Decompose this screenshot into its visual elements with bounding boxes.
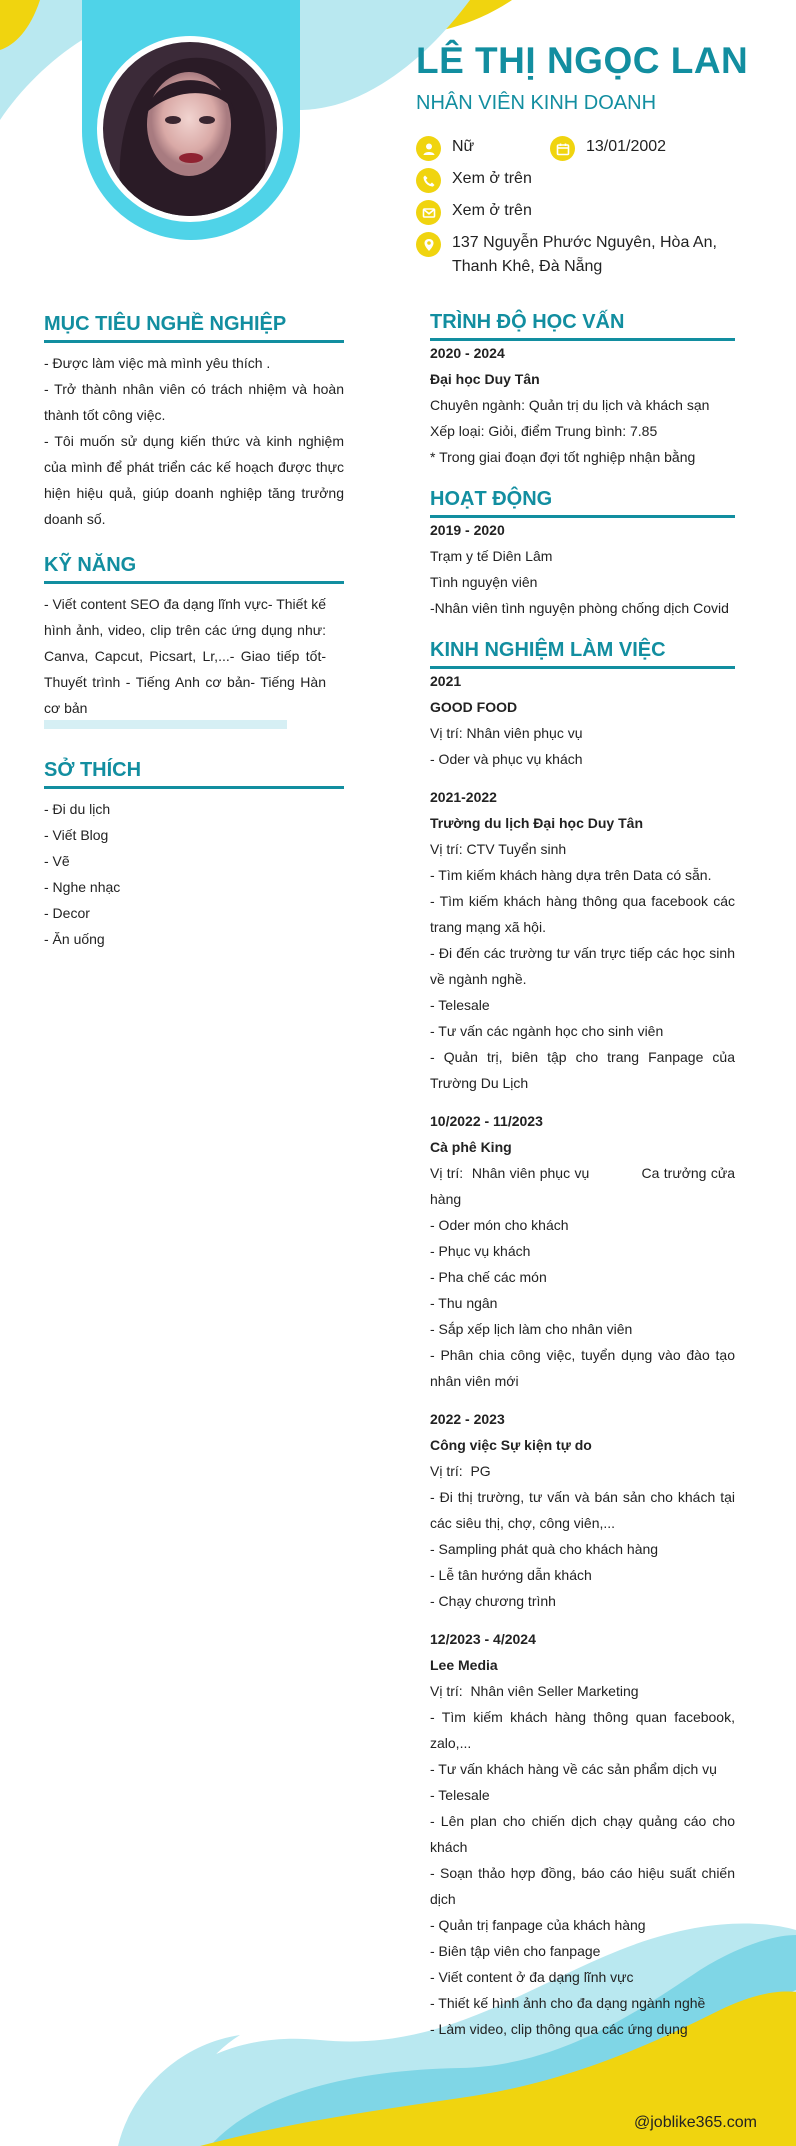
job-line: - Viết content ở đa dạng lĩnh vực [430,1969,634,1985]
job-line: - Lên plan cho chiến dịch chạy quảng cáo cho khách [430,1813,735,1855]
education-period: 2020 - 2024 [430,345,505,361]
job-line: - Oder và phục vụ khách [430,751,583,767]
job-company: Công việc Sự kiện tự do [430,1437,592,1453]
education-school: Đại học Duy Tân [430,371,540,387]
experience-heading: KINH NGHIỆM LÀM VIỆC [430,639,666,661]
mail-icon [416,200,441,225]
job-line: - Biên tập viên cho fanpage [430,1943,601,1959]
objective-line: - Trở thành nhân viên có trách nhiệm và hoàn thành tốt công việc. [44,381,344,423]
address-value: 137 Nguyễn Phước Nguyên, Hòa An, Thanh Khê, Đà Nẵng [452,234,717,275]
activities-line: Trạm y tế Diên Lâm [430,548,553,564]
job-title: NHÂN VIÊN KINH DOANH [416,92,657,114]
job-line: Vị trí: PG [430,1463,491,1479]
hobbies-heading: SỞ THÍCH [44,759,142,781]
job-line: - Lễ tân hướng dẫn khách [430,1567,592,1583]
job-line: - Telesale [430,1787,490,1803]
objective-rule [44,340,344,343]
job-period: 12/2023 - 4/2024 [430,1631,536,1647]
gender-value: Nữ [452,138,475,155]
skills-text [44,591,326,721]
birthdate-row [550,138,666,161]
job-line: - Quản trị, biên tập cho trang Fanpage của Trường Du Lịch [430,1049,735,1091]
job-line: - Phục vụ khách [430,1243,531,1259]
hobby-item: - Ăn uống [44,931,105,947]
job-line: - Soạn thảo hợp đồng, báo cáo hiệu suất chiến dịch [430,1865,735,1907]
person-icon [416,136,441,161]
job-period: 2021 [430,673,462,689]
profile-photo [103,42,277,216]
job-line: - Tư vấn khách hàng về các sản phẩm dịch vụ [430,1761,717,1777]
job-line: - Pha chế các món [430,1269,547,1285]
objective-text [44,350,344,532]
job-line: Vị trí: Nhân viên phục vụ [430,725,583,741]
job-company: GOOD FOOD [430,699,518,715]
hobby-item: - Nghe nhạc [44,879,121,895]
hobby-item: - Vẽ [44,853,70,869]
education-line: Xếp loại: Giỏi, điểm Trung bình: 7.85 [430,423,658,439]
activities-block [430,517,735,621]
job-period: 2022 - 2023 [430,1411,505,1427]
job-line: - Tìm kiếm khách hàng thông quan facebook, zalo,... [430,1709,735,1751]
job-line: - Làm video, clip thông qua các ứng dụng [430,2021,688,2037]
hobby-item: - Decor [44,905,90,921]
email-row [416,202,532,225]
address-row [416,234,766,279]
job-line: - Thiết kế hình ảnh cho đa dạng ngành nghề [430,1995,706,2011]
job-line: - Telesale [430,997,490,1013]
candidate-name: LÊ THỊ NGỌC LAN [416,40,749,81]
gender-row [416,138,474,161]
job-line: - Tìm kiếm khách hàng thông qua facebook các trang mạng xã hội. [430,893,735,935]
location-pin-icon [416,232,441,257]
objective-line: - Tôi muốn sử dụng kiến thức và kinh nghiệm của mình để phát triển các kế hoạch được thực hiện hiệu quả, giúp doanh nghiệp tăng trưởng doanh số. [44,433,344,527]
phone-icon [416,168,441,193]
job-period: 2021-2022 [430,789,497,805]
phone-value: Xem ở trên [452,170,532,187]
job-line: - Phân chia công việc, tuyển dụng vào đào tạo nhân viên mới [430,1347,735,1389]
activities-period: 2019 - 2020 [430,522,505,538]
footer-site: @joblike365.com [634,2114,757,2131]
hobbies-list [44,796,344,952]
activities-heading: HOẠT ĐỘNG [430,488,553,510]
job-company: Cà phê King [430,1139,512,1155]
job-company: Lee Media [430,1657,498,1673]
job-line: - Tư vấn các ngành học cho sinh viên [430,1023,664,1039]
skills-heading: KỸ NĂNG [44,554,137,576]
job-line: - Sắp xếp lịch làm cho nhân viên [430,1321,633,1337]
objective-line: - Được làm việc mà mình yêu thích . [44,355,271,371]
hobbies-rule [44,786,344,789]
job-line: - Thu ngân [430,1295,498,1311]
activities-line: Tình nguyện viên [430,574,538,590]
hobby-item: - Viết Blog [44,827,109,843]
job-line: Vị trí: Nhân viên phục vụ Ca trưởng cửa hàng [430,1165,739,1207]
experience-block [430,668,739,2042]
education-line: Chuyên ngành: Quản trị du lịch và khách sạn [430,397,710,413]
objective-heading: MỤC TIÊU NGHỀ NGHIỆP [44,313,287,335]
phone-row [416,170,532,193]
job-line: - Chạy chương trình [430,1593,556,1609]
education-heading: TRÌNH ĐỘ HỌC VẤN [430,311,625,333]
job-line: - Sampling phát quà cho khách hàng [430,1541,659,1557]
job-line: Vị trí: CTV Tuyển sinh [430,841,567,857]
calendar-icon [550,136,575,161]
hobby-item: - Đi du lịch [44,801,111,817]
job-line: Vị trí: Nhân viên Seller Marketing [430,1683,639,1699]
job-period: 10/2022 - 11/2023 [430,1113,543,1129]
job-line: - Đi đến các trường tư vấn trực tiếp các học sinh về ngành nghề. [430,945,735,987]
birthdate-value: 13/01/2002 [586,138,667,155]
email-value: Xem ở trên [452,202,532,219]
education-block [430,340,735,470]
activities-line: -Nhân viên tình nguyện phòng chống dịch Covid [430,600,729,616]
job-line: - Oder món cho khách [430,1217,569,1233]
skill-bar [44,720,287,729]
skills-paragraph: - Viết content SEO đa dạng lĩnh vực- Thiết kế hình ảnh, video, clip trên các ứng dụng như: Canva, Capcut, Picsart, Lr,...- Giao tiếp tốt- Thuyết trình - Tiếng Anh cơ bản- Tiếng Hàn cơ bản [44,596,327,716]
education-line: * Trong giai đoạn đợi tốt nghiệp nhận bằng [430,449,696,465]
skills-rule [44,581,344,584]
job-line: - Đi thị trường, tư vấn và bán sản cho khách tại các siêu thị, chợ, công viên,... [430,1489,735,1531]
job-company: Trường du lịch Đại học Duy Tân [430,815,643,831]
job-line: - Quản trị fanpage của khách hàng [430,1917,646,1933]
job-line: - Tìm kiếm khách hàng dựa trên Data có sẵn. [430,867,712,883]
